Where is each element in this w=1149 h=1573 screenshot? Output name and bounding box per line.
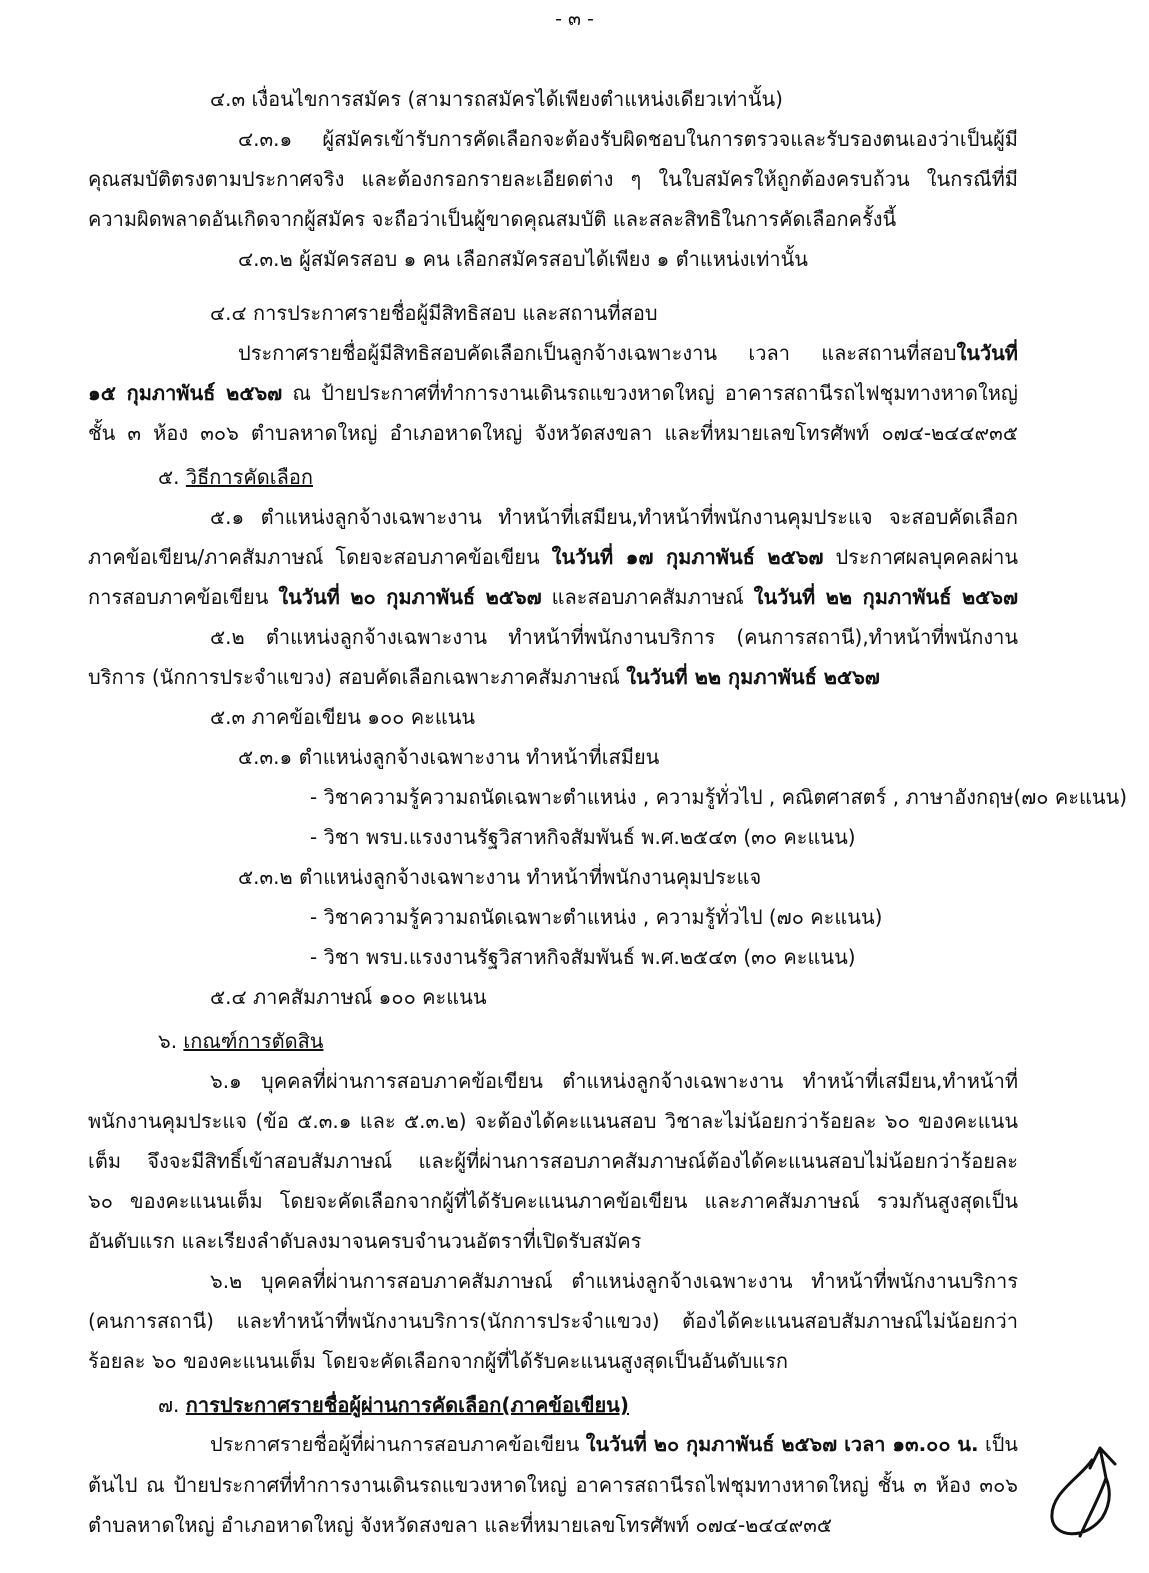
text-line xyxy=(210,298,658,328)
text-segment: ภาคข้อเขียน/ภาคสัมภาษณ์ โดยจะสอบภาคข้อเขียน xyxy=(88,545,552,569)
text-line xyxy=(238,862,761,892)
text-segment: ๔.๓ เงื่อนไขการสมัคร (สามารถสมัครได้เพียงตำแหน่งเดียวเท่านั้น) xyxy=(210,87,783,111)
text-segment: - วิชาความรู้ความถนัดเฉพาะตำแหน่ง , ความรู้ทั่วไป , คณิตศาสตร์ , ภาษาอังกฤษ(๗๐ คะแนน) xyxy=(310,785,1128,809)
text-segment: ความผิดพลาดอันเกิดจากผู้สมัคร จะถือว่าเป็นผู้ขาดคุณสมบัติ และสละสิทธิในการคัดเลือกครั้งนี้ xyxy=(88,207,897,231)
text-segment: ในวันที่ ๒๐ กุมภาพันธ์ ๒๕๖๗ เวลา ๑๓.๐๐ น. xyxy=(585,1433,979,1456)
text-line xyxy=(88,1306,1018,1336)
text-segment: ๗. xyxy=(158,1393,186,1417)
text-line xyxy=(88,204,896,234)
text-segment: ๕.๓ ภาคข้อเขียน ๑๐๐ คะแนน xyxy=(210,705,476,729)
text-segment: - วิชา พรบ.แรงงานรัฐวิสาหกิจสัมพันธ์ พ.ศ.๒๕๔๓ (๓๐ คะแนน) xyxy=(310,945,856,969)
text-line xyxy=(88,1226,641,1256)
text-segment: ๕.๔ ภาคสัมภาษณ์ ๑๐๐ คะแนน xyxy=(210,985,487,1009)
text-segment: การประกาศรายชื่อผู้ผ่านการคัดเลือก(ภาคข้อเขียน) xyxy=(185,1393,629,1417)
text-line xyxy=(210,982,487,1012)
text-line xyxy=(210,84,783,114)
text-segment: บริการ (นักการประจำแขวง) สอบคัดเลือกเฉพาะภาคสัมภาษณ์ xyxy=(88,665,627,689)
text-segment: ประกาศรายชื่อผู้มีสิทธิสอบคัดเลือกเป็นลูกจ้างเฉพาะงาน เวลา และสถานที่สอบ xyxy=(238,341,957,365)
text-line xyxy=(88,164,1018,194)
text-line xyxy=(310,822,856,852)
text-segment: ณ ป้ายประกาศที่ทำการงานเดินรถแขวงหาดใหญ่ อาคารสถานีรถไฟชุมทางหาดใหญ่ xyxy=(282,381,1018,405)
text-line xyxy=(158,1026,323,1056)
text-segment: เกณฑ์การตัดสิน xyxy=(183,1029,324,1053)
text-segment: ๖๐ ของคะแนนเต็ม โดยจะคัดเลือกจากผู้ที่ได้รับคะแนนภาคข้อเขียน และภาคสัมภาษณ์ รวมกันสูงสุดเป็น xyxy=(88,1189,1018,1213)
text-segment: พนักงานคุมประแจ (ข้อ ๕.๓.๑ และ ๕.๓.๒) จะต้องได้คะแนนสอบ วิชาละไม่น้อยกว่าร้อยละ ๖๐ ของคะแนน xyxy=(88,1109,1018,1133)
text-segment: - วิชา พรบ.แรงงานรัฐวิสาหกิจสัมพันธ์ พ.ศ.๒๕๔๓ (๓๐ คะแนน) xyxy=(310,825,856,849)
text-line xyxy=(238,244,808,274)
text-line xyxy=(238,338,1018,368)
text-line xyxy=(88,1106,1018,1136)
text-segment: ๔.๓.๑ ผู้สมัครเข้ารับการคัดเลือกจะต้องรับผิดชอบในการตรวจและรับรองตนเองว่าเป็นผู้มี xyxy=(238,127,1018,151)
text-segment: ในวันที่ ๒๐ กุมภาพันธ์ ๒๕๖๗ xyxy=(278,585,542,609)
text-segment: การสอบภาคข้อเขียน xyxy=(88,585,279,609)
text-segment: ชั้น ๓ ห้อง ๓๐๖ ตำบลหาดใหญ่ อำเภอหาดใหญ่ จังหวัดสงขลา และที่หมายเลขโทรศัพท์ ๐๗๔-๒๔๔๙๓๕ xyxy=(88,421,1018,445)
text-segment: ประกาศรายชื่อผู้ที่ผ่านการสอบภาคข้อเขียน xyxy=(210,1433,586,1456)
text-line xyxy=(210,702,475,732)
text-segment: ๖.๒ บุคคลที่ผ่านการสอบภาคสัมภาษณ์ ตำแหน่งลูกจ้างเฉพาะงาน ทำหน้าที่พนักงานบริการ xyxy=(210,1269,1018,1293)
text-segment: ๕.๓.๒ ตำแหน่งลูกจ้างเฉพาะงาน ทำหน้าที่พนักงานคุมประแจ xyxy=(238,865,762,889)
text-segment: ๔.๓.๒ ผู้สมัครสอบ ๑ คน เลือกสมัครสอบได้เพียง ๑ ตำแหน่งเท่านั้น xyxy=(238,247,808,271)
text-segment: ในวันที่ xyxy=(956,341,1018,365)
text-line xyxy=(210,622,1018,652)
text-segment: ตำบลหาดใหญ่ อำเภอหาดใหญ่ จังหวัดสงขลา และที่หมายเลขโทรศัพท์ ๐๗๔-๒๔๔๙๓๕ xyxy=(88,1513,833,1537)
text-line xyxy=(88,1510,832,1540)
text-segment: ต้นไป ณ ป้ายประกาศที่ทำการงานเดินรถแขวงหาดใหญ่ อาคารสถานีรถไฟชุมทางหาดใหญ่ ชั้น ๓ ห้อง ๓๐๖ xyxy=(88,1473,1018,1497)
text-line xyxy=(210,1266,1018,1296)
text-segment: ร้อยละ ๖๐ ของคะแนนเต็ม โดยจะคัดเลือกจากผู้ที่ได้รับคะแนนสูงสุดเป็นอันดับแรก xyxy=(88,1349,789,1373)
text-segment: ๔.๔ การประกาศรายชื่อผู้มีสิทธิสอบ และสถานที่สอบ xyxy=(210,301,658,325)
text-line xyxy=(210,1430,1018,1460)
text-segment: เต็ม จึงจะมีสิทธิ์เข้าสอบสัมภาษณ์ และผู้ที่ผ่านการสอบภาคสัมภาษณ์ต้องได้คะแนนสอบไม่น้อยกว่าร้อยละ xyxy=(88,1149,1018,1173)
text-segment: ๑๕ กุมภาพันธ์ ๒๕๖๗ xyxy=(88,381,283,405)
text-segment: ประกาศผลบุคคลผ่าน xyxy=(823,545,1018,569)
text-line xyxy=(310,942,856,972)
text-line xyxy=(88,378,1018,408)
text-segment: ในวันที่ ๒๒ กุมภาพันธ์ ๒๕๖๗ xyxy=(753,585,1018,609)
text-line xyxy=(88,1470,1018,1500)
text-segment: (คนการสถานี) และทำหน้าที่พนักงานบริการ(นักการประจำแขวง) ต้องได้คะแนนสอบสัมภาษณ์ไม่น้อยกว่า xyxy=(88,1309,1018,1333)
text-segment: ในวันที่ ๒๒ กุมภาพันธ์ ๒๕๖๗ xyxy=(626,665,880,689)
text-line xyxy=(88,582,1018,612)
text-line xyxy=(310,782,1127,812)
text-line xyxy=(310,902,882,932)
text-line xyxy=(238,124,1018,154)
page-number: - ๓ - xyxy=(555,8,594,30)
signature-mark xyxy=(1040,1438,1120,1548)
text-segment: ๕.๑ ตำแหน่งลูกจ้างเฉพาะงาน ทำหน้าที่เสมียน,ทำหน้าที่พนักงานคุมประแจ จะสอบคัดเลือก xyxy=(210,505,1018,529)
text-segment: - วิชาความรู้ความถนัดเฉพาะตำแหน่ง , ความรู้ทั่วไป (๗๐ คะแนน) xyxy=(310,905,883,929)
text-line xyxy=(88,662,880,692)
text-line xyxy=(88,418,1018,448)
text-line xyxy=(88,1186,1018,1216)
text-line xyxy=(88,542,1018,572)
text-line xyxy=(88,1146,1018,1176)
text-line xyxy=(210,1066,1018,1096)
text-segment: อันดับแรก และเรียงลำดับลงมาจนครบจำนวนอัตราที่เปิดรับสมัคร xyxy=(88,1229,642,1253)
text-segment: ในวันที่ ๑๗ กุมภาพันธ์ ๒๕๖๗ xyxy=(551,545,824,569)
text-segment: และสอบภาคสัมภาษณ์ xyxy=(541,585,754,609)
text-segment: คุณสมบัติตรงตามประกาศจริง และต้องกรอกรายละเอียดต่าง ๆ ในใบสมัครให้ถูกต้องครบถ้วน ในกรณีที่มี xyxy=(88,167,1018,191)
text-segment: เป็น xyxy=(978,1433,1018,1456)
text-segment: วิธีการคัดเลือก xyxy=(185,465,313,489)
text-line xyxy=(158,462,313,492)
text-segment: ๖. xyxy=(158,1029,184,1053)
text-segment: ๖.๑ บุคคลที่ผ่านการสอบภาคข้อเขียน ตำแหน่งลูกจ้างเฉพาะงาน ทำหน้าที่เสมียน,ทำหน้าที่ xyxy=(210,1069,1018,1093)
text-line xyxy=(88,1346,788,1376)
text-segment: ๕.๓.๑ ตำแหน่งลูกจ้างเฉพาะงาน ทำหน้าที่เสมียน xyxy=(238,745,660,769)
text-line xyxy=(158,1390,629,1420)
text-segment: ๕. xyxy=(158,465,186,489)
text-line xyxy=(238,742,659,772)
text-line xyxy=(210,502,1018,532)
text-segment: ๕.๒ ตำแหน่งลูกจ้างเฉพาะงาน ทำหน้าที่พนักงานบริการ (คนการสถานี),ทำหน้าที่พนักงาน xyxy=(210,625,1018,649)
